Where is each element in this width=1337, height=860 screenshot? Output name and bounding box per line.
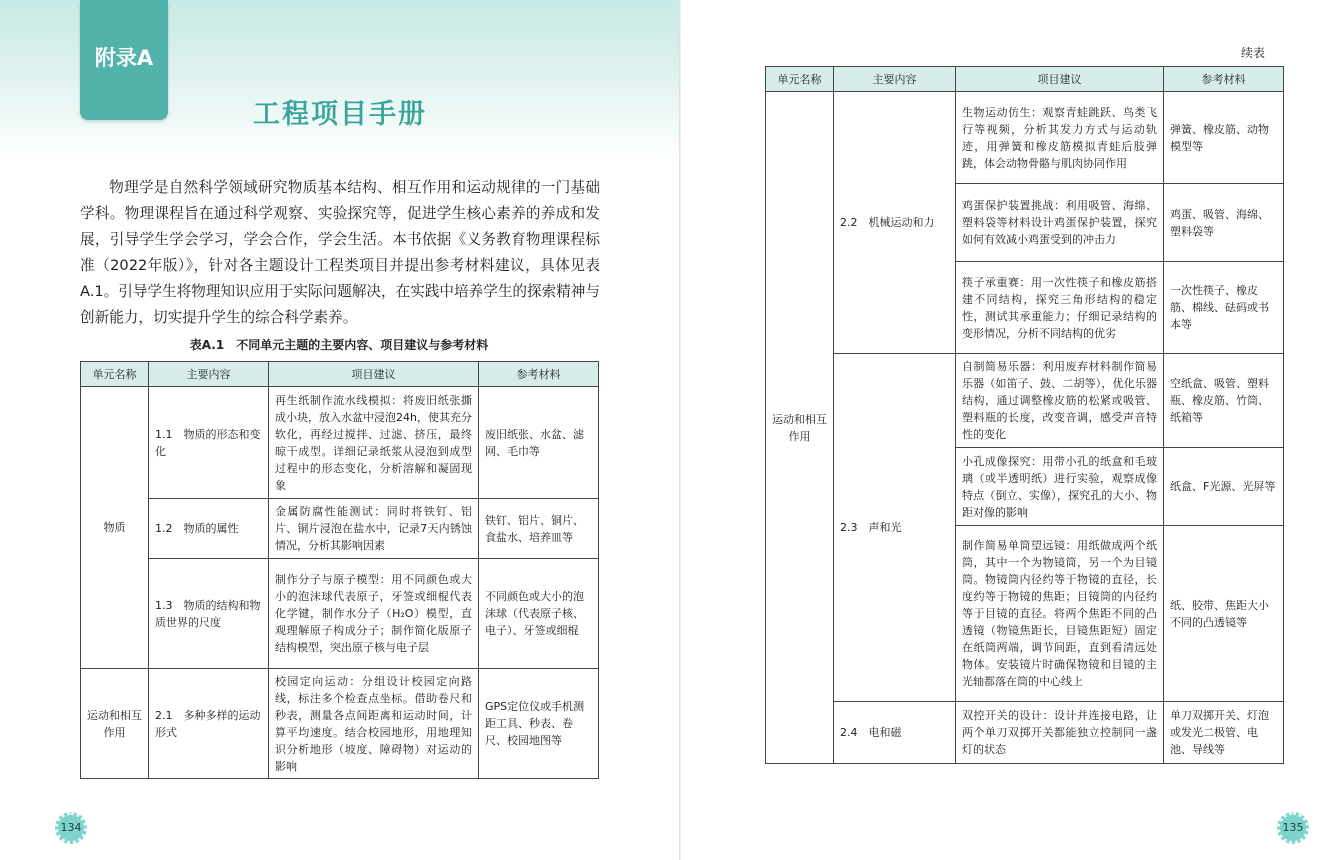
content-cell: 1.1 物质的形态和变化 — [149, 387, 269, 499]
page-number-badge — [1277, 812, 1309, 844]
table-right — [765, 66, 1284, 764]
page-title: 工程项目手册 — [253, 99, 427, 130]
materials-cell: 铁钉、铝片、铜片、食盐水、培养皿等 — [479, 499, 599, 559]
table-row — [81, 559, 599, 669]
table-row — [766, 702, 1284, 764]
project-cell: 鸡蛋保护装置挑战：利用吸管、海绵、塑料袋等材料设计鸡蛋保护装置，探究如何有效减小鸡蛋受到的冲击力 — [956, 184, 1164, 262]
project-cell: 校园定向运动：分组设计校园定向路线，标注多个检查点坐标。借助卷尺和秒表，测量各点间距离和运动时间，计算平均速度。结合校园地形，用地理知识分析地形（坡度、障碍物）对运动的影响 — [269, 669, 479, 779]
table-header-row — [81, 362, 599, 387]
header-content: 主要内容 — [149, 362, 269, 387]
materials-cell: 单刀双掷开关、灯泡或发光二极管、电池、导线等 — [1164, 702, 1284, 764]
table-left — [80, 361, 599, 779]
content-cell: 1.2 物质的属性 — [149, 499, 269, 559]
table-row — [81, 387, 599, 499]
table-row — [81, 499, 599, 559]
unit-cell: 物质 — [81, 387, 149, 669]
unit-cell: 运动和相互作用 — [81, 669, 149, 779]
continued-label: 续表 — [1240, 46, 1265, 60]
materials-cell: 纸盒、F光源、光屏等 — [1164, 448, 1284, 526]
header-project: 项目建议 — [956, 67, 1164, 92]
header-project: 项目建议 — [269, 362, 479, 387]
table-caption: 表A.1 不同单元主题的主要内容、项目建议与参考材料 — [189, 338, 489, 352]
header-content: 主要内容 — [834, 67, 956, 92]
page-number: 134 — [60, 821, 82, 834]
project-cell: 双控开关的设计：设计并连接电路，让两个单刀双掷开关都能独立控制同一盏灯的状态 — [956, 702, 1164, 764]
materials-cell: 废旧纸张、水盆、滤网、毛巾等 — [479, 387, 599, 499]
materials-cell: 一次性筷子、橡皮筋、棉线、砝码或书本等 — [1164, 262, 1284, 354]
project-cell: 金属防腐性能测试：同时将铁钉、铝片、铜片浸泡在盐水中，记录7天内锈蚀情况，分析其影响因素 — [269, 499, 479, 559]
unit-cell: 运动和相互作用 — [766, 92, 834, 764]
project-cell: 小孔成像探究：用带小孔的纸盒和毛玻璃（或半透明纸）进行实验，观察成像特点（倒立、实像），探究孔的大小、物距对像的影响 — [956, 448, 1164, 526]
table-row — [81, 669, 599, 779]
content-cell: 2.4 电和磁 — [834, 702, 956, 764]
content-cell: 2.1 多种多样的运动形式 — [149, 669, 269, 779]
project-cell: 制作简易单筒望远镜：用纸做成两个纸筒，其中一个为物镜筒，另一个为目镜筒。物镜筒内径约等于物镜的直径，长度约等于物镜的焦距；目镜筒的内径约等于目镜的直径。将两个焦距不同的凸透镜（物镜焦距长，目镜焦距短）固定在纸筒两端，调节间距，直到看清远处物体。安装镜片时确保物镜和目镜的主光轴都落在筒的中心线上 — [956, 526, 1164, 702]
appendix-label: 附录A — [94, 46, 154, 70]
content-cell: 2.3 声和光 — [834, 354, 956, 702]
intro-paragraph: 物理学是自然科学领域研究物质基本结构、相互作用和运动规律的一门基础学科。物理课程旨在通过科学观察、实验探究等，促进学生核心素养的养成和发展，引导学生学会学习，学会合作，学会生活。本书依据《义务教育物理课程标准（2022年版）》，针对各主题设计工程类项目并提出参考材料建议，具体见表A.1。引导学生将物理知识应用于实际问题解决，在实践中培养学生的探索精神与创新能力，切实提升学生的综合科学素养。 — [80, 179, 600, 326]
materials-cell: 弹簧、橡皮筋、动物模型等 — [1164, 92, 1284, 184]
header-materials: 参考材料 — [479, 362, 599, 387]
project-cell: 生物运动仿生：观察青蛙跳跃、鸟类飞行等视频，分析其发力方式与运动轨迹，用弹簧和橡皮筋模拟青蛙后肢弹跳，体会动物骨骼与肌肉协同作用 — [956, 92, 1164, 184]
materials-cell: GPS定位仪或手机测距工具、秒表、卷尺、校园地图等 — [479, 669, 599, 779]
project-cell: 筷子承重赛：用一次性筷子和橡皮筋搭建不同结构，探究三角形结构的稳定性，测试其承重能力；仔细记录结构的变形情况，分析不同结构的优劣 — [956, 262, 1164, 354]
header-unit: 单元名称 — [766, 67, 834, 92]
project-cell: 再生纸制作流水线模拟：将废旧纸张撕成小块，放入水盆中浸泡24h，使其充分软化，再经过搅拌、过滤、挤压，最终晾干成型。详细记录纸浆从浸泡到成型过程中的形态变化，分析溶解和凝固现象 — [269, 387, 479, 499]
materials-cell: 纸、胶带、焦距大小不同的凸透镜等 — [1164, 526, 1284, 702]
header-materials: 参考材料 — [1164, 67, 1284, 92]
materials-cell: 空纸盒、吸管、塑料瓶、橡皮筋、竹筒、纸箱等 — [1164, 354, 1284, 448]
materials-cell: 鸡蛋、吸管、海绵、塑料袋等 — [1164, 184, 1284, 262]
table-header-row — [766, 67, 1284, 92]
table-row — [766, 92, 1284, 184]
appendix-tab — [80, 0, 168, 120]
project-cell: 制作分子与原子模型：用不同颜色或大小的泡沫球代表原子，牙签或细棍代表化学键，制作水分子（H₂O）模型，直观理解原子构成分子；制作简化版原子结构模型，突出原子核与电子层 — [269, 559, 479, 669]
header-unit: 单元名称 — [81, 362, 149, 387]
table-row — [766, 354, 1284, 448]
content-cell: 2.2 机械运动和力 — [834, 92, 956, 354]
page-number: 135 — [1282, 821, 1304, 834]
project-cell: 自制简易乐器：利用废弃材料制作简易乐器（如笛子、鼓、二胡等），优化乐器结构，通过调整橡皮筋的松紧或吸管、塑料瓶的长度，改变音调，感受声音特性的变化 — [956, 354, 1164, 448]
materials-cell: 不同颜色或大小的泡沫球（代表原子核、电子）、牙签或细棍 — [479, 559, 599, 669]
content-cell: 1.3 物质的结构和物质世界的尺度 — [149, 559, 269, 669]
page-number-badge — [55, 812, 87, 844]
